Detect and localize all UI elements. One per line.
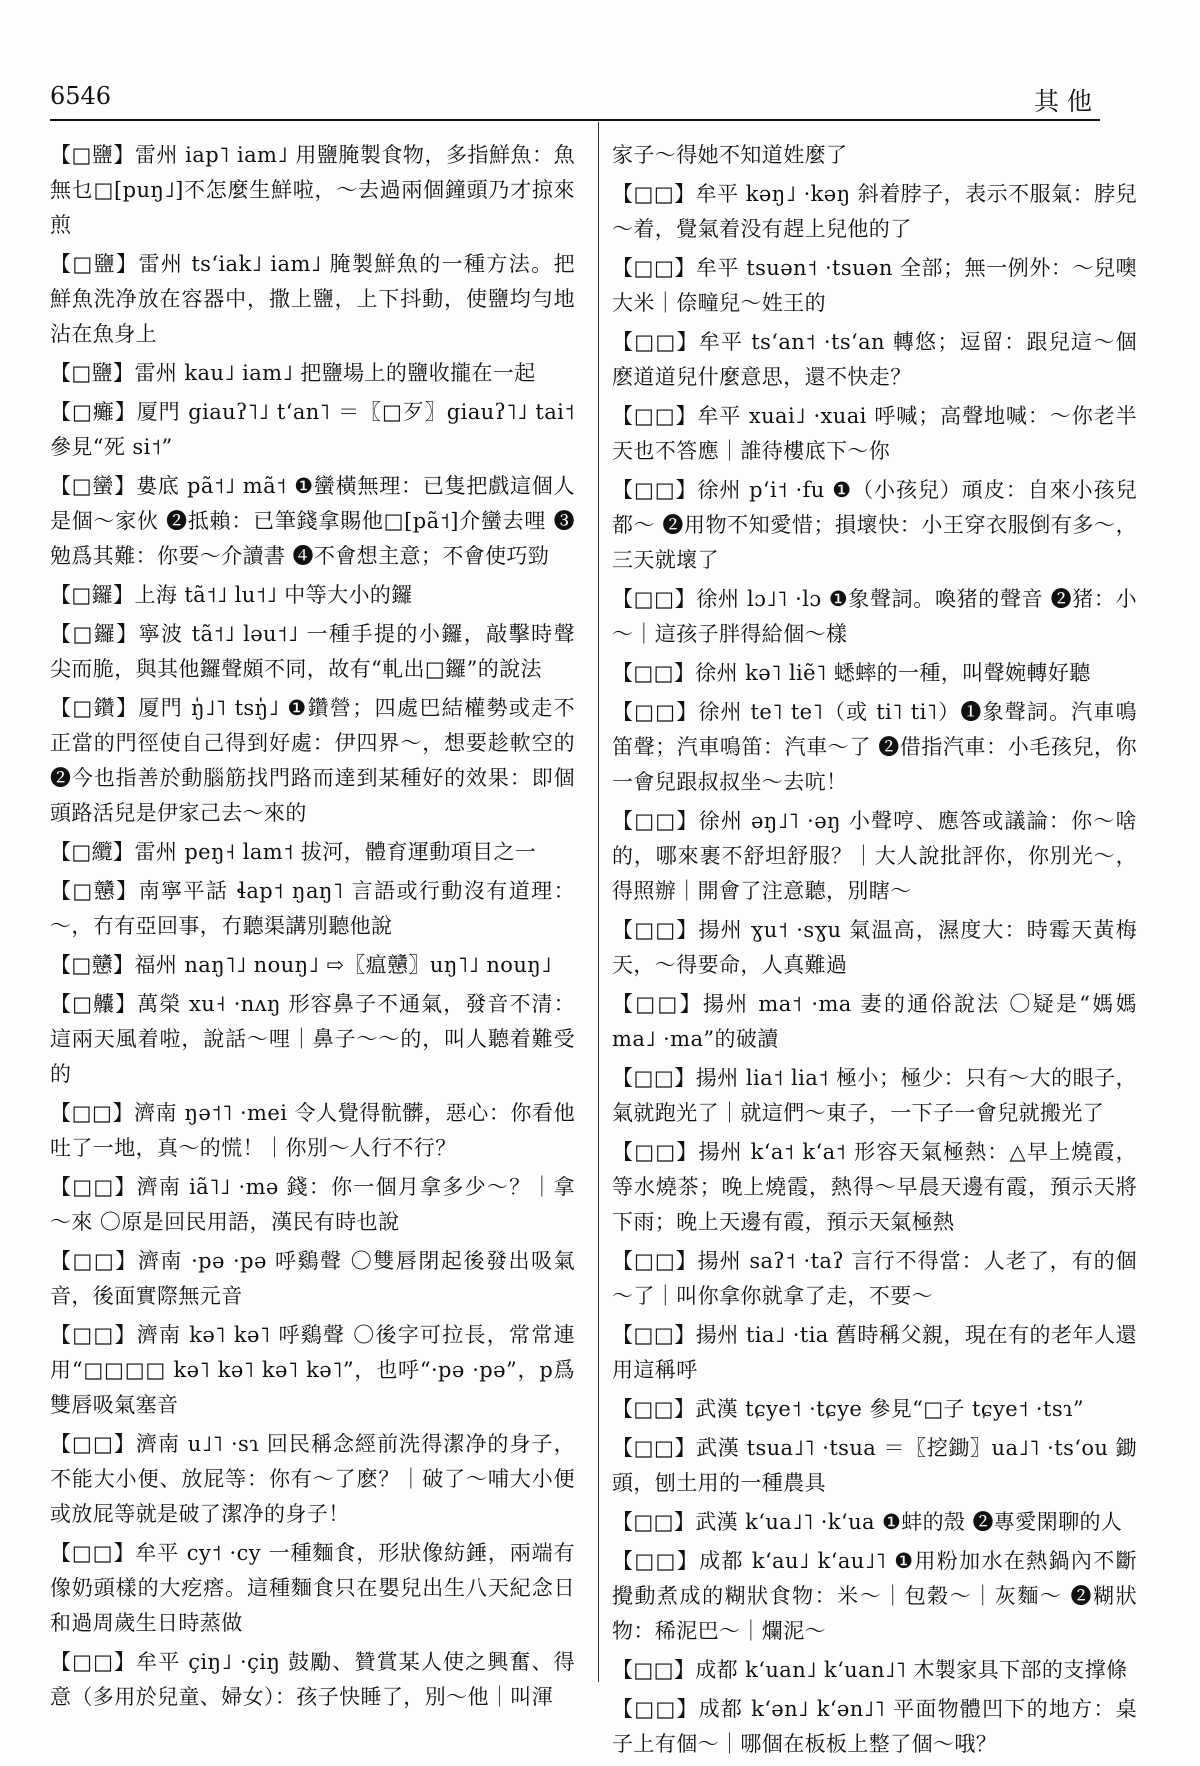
dictionary-entry: 【□鹽】雷州 kau˩ iam˩ 把鹽場上的鹽收攏在一起 — [50, 361, 536, 385]
header-rule — [50, 119, 1100, 121]
dictionary-entry: 【□□】武漢 kʻua˩˥ ·kʻua ❶蚌的殼 ❷專愛閑聊的人 — [612, 1510, 1123, 1534]
page-header — [50, 82, 1100, 120]
dictionary-entry: 【□□】濟南 u˩˥ ·sɿ 回民稱念經前洗得潔净的身子，不能大小便、放屁等：你有～了麽？｜破了～哺大小便或放屁等就是破了潔净的身子！ — [50, 1432, 575, 1526]
dictionary-entry: 【□□】牟平 cy˦ ·cy 一種麵食，形狀像紡錘，兩端有像奶頭樣的大疙瘩。這種麵食只在嬰兒出生八天紀念日和過周歲生日時蒸做 — [50, 1541, 575, 1635]
dictionary-entry: 【□□】武漢 tɕye˦ ·tɕye 參見“□子 tɕye˦ ·tsɿ” — [612, 1397, 1085, 1421]
dictionary-entry: 【□□】濟南 iã˥˩ ·mə 錢：你一個月拿多少～？｜拿～來 〇原是回民用語，漢民有時也說 — [50, 1175, 575, 1234]
dictionary-entry: 【□纜】雷州 peŋ˧ lam˦ 拔河，體育運動項目之一 — [50, 840, 537, 864]
dictionary-entry: 【□□】徐州 te˥ te˥（或 ti˥ ti˥）❶象聲詞。汽車鳴笛聲；汽車鳴笛：汽車～了 ❷借指汽車：小毛孩兒，你一會兒跟叔叔坐～去吭！ — [612, 700, 1137, 794]
dictionary-entry: 【□鹽】雷州 iap˥ iam˩ 用鹽腌製食物，多指鮮魚：魚無乜□[puŋ˩]不怎麼生鮮啦，～去過兩個鐘頭乃才掠來煎 — [50, 143, 575, 237]
page-number: 6546 — [50, 82, 112, 110]
dictionary-entry: 【□□】揚州 kʻa˦ kʻa˦ 形容天氣極熱：△早上燒霞，等水燒茶；晚上燒霞，熱得～早晨天邊有霞，預示天將下雨；晚上天邊有霞，預示天氣極熱 — [612, 1140, 1137, 1234]
dictionary-entry: 【□鑼】寧波 tã˦˩ ləu˦˩ 一種手提的小鑼，敲擊時聲尖而脆，與其他鑼聲頗不同，故有“軋出□鑼”的說法 — [50, 622, 575, 681]
dictionary-entry: 【□□】揚州 ɣu˦ ·sɣu 氣温高，濕度大：時霉天黃梅天，～得要命，人真難過 — [612, 918, 1137, 977]
dictionary-entry: 【□□】濟南 kə˥ kə˥ 呼鷄聲 〇後字可拉長，常常連用“□□□□ kə˥ kə˥ kə˥ kə˥”，也呼“·pə ·pə”，p爲雙唇吸氣塞音 — [50, 1323, 575, 1417]
dictionary-entry: 【□□】牟平 çiŋ˩ ·çiŋ 鼓勵、贊賞某人使之興奮、得意（多用於兒童、婦女）：孩子快睡了，別～他｜叫渾 — [50, 1650, 575, 1709]
dictionary-entry: 【□□】濟南 ·pə ·pə 呼鷄聲 〇雙唇閉起後發出吸氣音，後面實際無元音 — [50, 1249, 575, 1308]
dictionary-entry: 【□鑽】厦門 ŋ̍˩˥ tsŋ̍˩ ❶鑽營；四處巴結權勢或走不正當的門徑使自己得到好處：伊四界～，想要趁軟空的 ❷今也指善於動腦筋找門路而達到某種好的效果：即個頭路活兒是伊家己去～來的 — [50, 696, 575, 825]
dictionary-entry: 【□鑼】上海 tã˦˩ lu˦˩ 中等大小的鑼 — [50, 583, 413, 607]
section-title: 其他 — [1033, 87, 1100, 116]
dictionary-entry: 【□□】揚州 tia˩ ·tia 舊時稱父親，現在有的老年人還用這稱呼 — [612, 1323, 1137, 1382]
dictionary-entry: 【□齉】萬榮 xu˧ ·nʌŋ 形容鼻子不通氣，發音不清：這兩天風着啦，說話～哩｜鼻子～～的，叫人聽着難受的 — [50, 992, 575, 1086]
dictionary-entry: 【□□】揚州 lia˦ lia˦ 極小；極少：只有～大的眼子，氣就跑光了｜就這們～東子，一下子一會兒就搬光了 — [612, 1066, 1137, 1125]
dictionary-entry: 【□戇】福州 naŋ˥˩ nouŋ˩ ⇨〖瘟戇〗uŋ˥˩ nouŋ˩ — [50, 953, 552, 977]
dictionary-entry: 【□□】牟平 tsʻan˦ ·tsʻan 轉悠；逗留：跟兒這～個麽道道兒什麼意思，還不快走？ — [612, 330, 1137, 389]
dictionary-entry: 【□□】揚州 ma˦ ·ma 妻的通俗說法 〇疑是“媽媽 ma˩ ·ma”的破讀 — [612, 992, 1137, 1051]
dictionary-entry: 【□□】武漢 tsua˩˥ ·tsua ＝〖挖鋤〗ua˩˥ ·tsʻou 鋤頭，刨土用的一種農具 — [612, 1436, 1137, 1495]
dictionary-entry: 【□鹽】雷州 tsʻiak˩ iam˩ 腌製鮮魚的一種方法。把鮮魚洗净放在容器中，撒上鹽，上下抖動，使鹽均勻地沾在魚身上 — [50, 252, 575, 346]
left-column — [50, 138, 575, 1719]
dictionary-entry: 【□□】成都 kʻən˩ kʻən˩˥ 平面物體凹下的地方：桌子上有個～｜哪個在板板上整了個～哦？ — [612, 1697, 1137, 1756]
dictionary-entry: 【□□】徐州 əŋ˩˥ ·əŋ 小聲哼、應答或議論：你～啥的，哪來裹不舒坦舒服？｜大人說批評你，你別光～，得照辦｜開會了注意聽，別瞎～ — [612, 809, 1137, 903]
dictionary-entry: 【□戇】南寧平話 ɬap˦ ŋaŋ˥ 言語或行動沒有道理：～，冇有亞回事，冇聽渠講別聽他說 — [50, 879, 575, 938]
dictionary-entry: 【□□】牟平 xuai˩ ·xuai 呼喊；高聲地喊：～你老半天也不答應｜誰待樓底下～你 — [612, 404, 1137, 463]
dictionary-entry: 【□□】成都 kʻuan˩ kʻuan˩˥ 木製家具下部的支撑條 — [612, 1658, 1128, 1682]
dictionary-entry: 【□□】徐州 kə˥ liẽ˥ 蟋蟀的一種，叫聲婉轉好聽 — [612, 661, 1091, 685]
dictionary-entry: 【□□】徐州 pʻi˦ ·fu ❶（小孩兒）頑皮：自來小孩兒都～ ❷用物不知愛惜；損壞快：小王穿衣服倒有多～，三天就壞了 — [612, 478, 1137, 572]
dictionary-entry: 【□□】徐州 lɔ˩˥ ·lɔ ❶象聲詞。喚猪的聲音 ❷猪：小～｜這孩子胖得給個～樣 — [612, 587, 1137, 646]
dictionary-entry: 【□蠻】婁底 pã˦˩ mã˦ ❶蠻橫無理：已隻把戲這個人是個～家伙 ❷抵賴：已筆錢拿賜他□[pã˦]介蠻去哩 ❸勉爲其難：你要～介讀書 ❹不會想主意；不會使巧勁 — [50, 474, 575, 568]
dictionary-entry: 【□□】成都 kʻau˩ kʻau˩˥ ❶用粉加水在熱鍋內不斷攪動煮成的糊狀食物：米～｜包穀～｜灰麵～ ❷糊狀物：稀泥巴～｜爛泥～ — [612, 1549, 1137, 1643]
column-divider — [598, 122, 599, 1682]
right-column — [612, 138, 1137, 1766]
dictionary-entry: 家子～得她不知道姓麼了 — [612, 143, 848, 167]
dictionary-entry: 【□癱】厦門 giauʔ˥˩ tʻan˥ ＝〖□歹〗giauʔ˥˩ tai˦ 參見“死 si˦” — [50, 400, 575, 459]
dictionary-entry: 【□□】牟平 tsuən˦ ·tsuən 全部；無一例外：～兒噢大米｜倷疃兒～姓王的 — [612, 256, 1137, 315]
dictionary-entry: 【□□】牟平 kəŋ˩ ·kəŋ 斜着脖子，表示不服氣：脖兒～着，覺氣着没有趕上兒他的了 — [612, 182, 1137, 241]
dictionary-entry: 【□□】濟南 ŋə˦˥ ·mei 令人覺得骯髒，惡心：你看他吐了一地，真～的慌！｜你別～人行不行？ — [50, 1101, 575, 1160]
dictionary-entry: 【□□】揚州 saʔ˦ ·taʔ 言行不得當：人老了，有的個～了｜叫你拿你就拿了走，不要～ — [612, 1249, 1137, 1308]
